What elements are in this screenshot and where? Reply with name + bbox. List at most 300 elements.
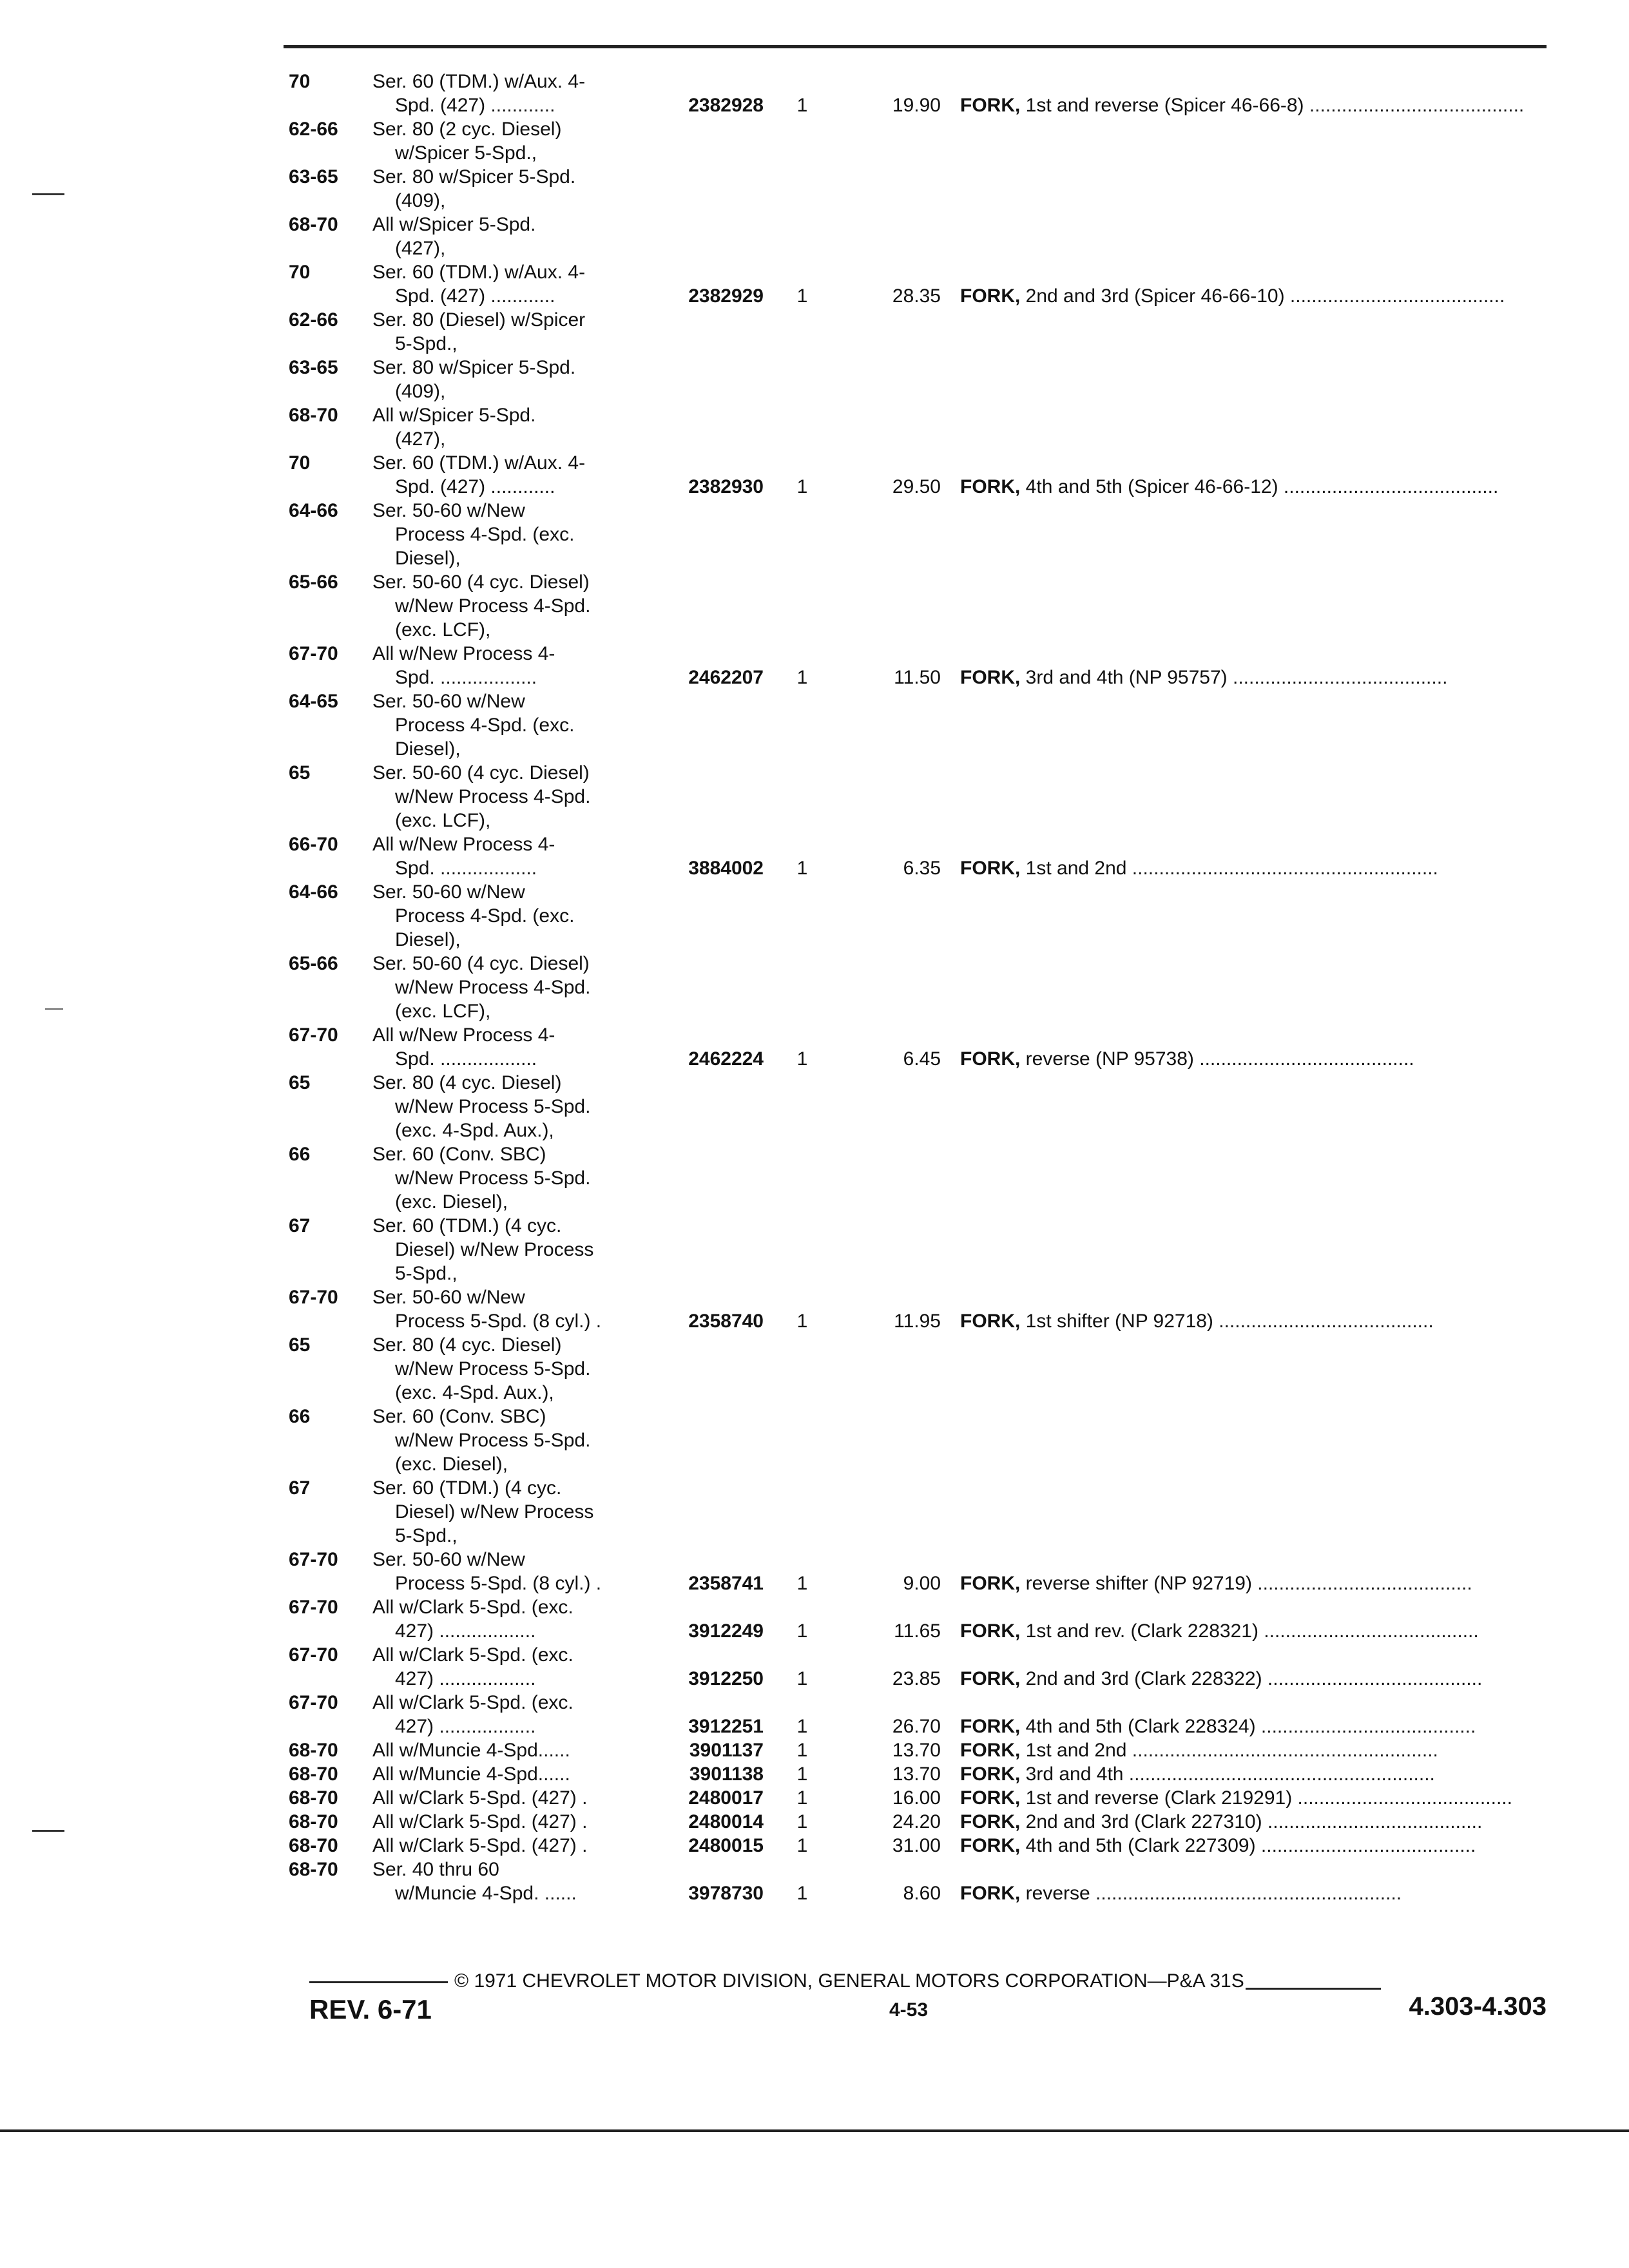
list-price: 28.35 — [892, 285, 941, 307]
part-name — [960, 1881, 1547, 1905]
copyright-text: © 1971 CHEVROLET MOTOR DIVISION, GENERAL MOTORS CORPORATION—P&A 31S — [454, 1970, 1244, 1992]
application-text: Ser. 60 (TDM.) (4 cyc. — [372, 1215, 562, 1236]
application-text: Spd. (427) ............ — [395, 285, 555, 307]
part-name — [960, 1667, 1547, 1691]
application-text: Diesel), — [395, 548, 461, 569]
application-text: (exc. Diesel), — [395, 1191, 508, 1213]
list-price: 26.70 — [892, 1716, 941, 1737]
part-name-bold: FORK, — [960, 285, 1021, 307]
quantity: 1 — [796, 1573, 808, 1594]
application-text: 427) .................. — [395, 1716, 536, 1737]
parts-row — [284, 1548, 1547, 1571]
parts-row — [284, 236, 1547, 260]
part-name — [960, 1715, 1547, 1738]
parts-row — [284, 832, 1547, 856]
parts-row — [284, 1119, 1547, 1142]
parts-row — [284, 642, 1547, 666]
parts-row — [284, 1810, 1547, 1834]
list-price: 13.70 — [892, 1763, 941, 1785]
parts-row — [284, 1881, 1547, 1905]
part-name — [960, 1047, 1547, 1071]
parts-row — [284, 761, 1547, 785]
model-years: 68-70 — [289, 405, 338, 426]
top-rule — [284, 45, 1547, 48]
parts-row — [284, 594, 1547, 618]
application-text: Spd. .................. — [395, 667, 537, 688]
copyright-line — [309, 1970, 1547, 1992]
application-text: Spd. (427) ............ — [395, 95, 555, 116]
list-price: 11.65 — [894, 1620, 941, 1642]
part-name-detail: 1st shifter (NP 92718) ........................................ — [1025, 1311, 1434, 1332]
part-name-detail: 4th and 5th (Spicer 46-66-12) ........................................ — [1025, 476, 1499, 497]
application-text: Diesel) w/New Process — [395, 1239, 594, 1260]
part-name-bold: FORK, — [960, 858, 1021, 879]
parts-row — [284, 1238, 1547, 1262]
parts-row — [284, 999, 1547, 1023]
application-text: Process 5-Spd. (8 cyl.) . — [395, 1573, 602, 1594]
part-name-detail: 4th and 5th (Clark 227309) ........................................ — [1025, 1835, 1476, 1856]
model-years: 65-66 — [289, 572, 338, 593]
application-text: Ser. 60 (TDM.) (4 cyc. — [372, 1477, 562, 1499]
model-years: 66 — [289, 1406, 311, 1427]
application-text: All w/Clark 5-Spd. (427) . — [372, 1787, 588, 1809]
part-number: 2462224 — [688, 1048, 764, 1070]
parts-row — [284, 1381, 1547, 1405]
application-text: (exc. LCF), — [395, 1001, 491, 1022]
application-text: Diesel) w/New Process — [395, 1501, 594, 1523]
part-name-bold: FORK, — [960, 1668, 1021, 1689]
part-name-detail: reverse shifter (NP 92719) ........................................ — [1025, 1573, 1472, 1594]
application-text: 5-Spd., — [395, 333, 458, 354]
parts-row — [284, 284, 1547, 308]
parts-row — [284, 928, 1547, 952]
list-price: 29.50 — [892, 476, 941, 497]
list-price: 24.20 — [892, 1811, 941, 1832]
parts-row — [284, 1476, 1547, 1500]
parts-row — [284, 689, 1547, 713]
parts-row — [284, 1834, 1547, 1858]
application-text: Diesel), — [395, 929, 461, 950]
parts-row — [284, 1452, 1547, 1476]
application-text: 427) .................. — [395, 1620, 536, 1642]
quantity: 1 — [796, 1311, 808, 1332]
application-text: Process 5-Spd. (8 cyl.) . — [395, 1311, 602, 1332]
application-text: (exc. LCF), — [395, 619, 491, 640]
part-name-bold: FORK, — [960, 1620, 1021, 1642]
application-text: Ser. 50-60 (4 cyc. Diesel) — [372, 762, 590, 783]
part-name-bold: FORK, — [960, 1740, 1021, 1761]
application-text: w/Muncie 4-Spd. ...... — [395, 1883, 577, 1904]
part-name-bold: FORK, — [960, 1883, 1021, 1904]
application-text: All w/Muncie 4-Spd...... — [372, 1740, 570, 1761]
application-text: All w/Clark 5-Spd. (427) . — [372, 1811, 588, 1832]
part-name — [960, 475, 1547, 499]
application-text: (exc. 4-Spd. Aux.), — [395, 1382, 554, 1403]
quantity: 1 — [796, 285, 808, 307]
application-text: Diesel), — [395, 738, 461, 760]
part-name-detail: 1st and reverse (Spicer 46-66-8) ........................................ — [1025, 95, 1525, 116]
application-text: Ser. 60 (TDM.) w/Aux. 4- — [372, 262, 586, 283]
part-number: 2382930 — [688, 476, 764, 497]
page-number: 4-53 — [889, 1999, 929, 2021]
parts-row — [284, 451, 1547, 475]
model-years: 68-70 — [289, 1787, 338, 1809]
parts-row — [284, 213, 1547, 236]
parts-row — [284, 737, 1547, 761]
part-number: 3884002 — [688, 858, 764, 879]
parts-row — [284, 1214, 1547, 1238]
parts-row — [284, 308, 1547, 332]
part-name-detail: reverse (NP 95738) ........................................ — [1025, 1048, 1414, 1070]
application-text: 5-Spd., — [395, 1525, 458, 1546]
application-text: w/New Process 4-Spd. — [395, 786, 591, 807]
parts-row — [284, 1262, 1547, 1285]
application-text: All w/Spicer 5-Spd. — [372, 405, 536, 426]
model-years: 62-66 — [289, 119, 338, 140]
part-name — [960, 93, 1547, 117]
parts-row — [284, 1166, 1547, 1190]
model-years: 64-65 — [289, 691, 338, 712]
part-number: 2358740 — [688, 1311, 764, 1332]
bottom-rule — [0, 2129, 1629, 2132]
list-price: 19.90 — [892, 95, 941, 116]
quantity: 1 — [796, 1048, 808, 1070]
application-text: w/Spicer 5-Spd., — [395, 142, 537, 164]
parts-row — [284, 1858, 1547, 1881]
application-text: Ser. 80 w/Spicer 5-Spd. — [372, 166, 576, 187]
parts-row — [284, 189, 1547, 213]
application-text: w/New Process 5-Spd. — [395, 1358, 591, 1379]
application-text: Ser. 40 thru 60 — [372, 1859, 499, 1880]
application-text: All w/Spicer 5-Spd. — [372, 214, 536, 235]
model-years: 63-65 — [289, 166, 338, 187]
parts-row — [284, 1047, 1547, 1071]
part-number: 3912249 — [688, 1620, 764, 1642]
quantity: 1 — [796, 1787, 808, 1809]
application-text: Ser. 50-60 w/New — [372, 881, 525, 903]
quantity: 1 — [796, 1668, 808, 1689]
list-price: 11.95 — [894, 1311, 941, 1332]
parts-row — [284, 785, 1547, 809]
margin-mark — [32, 193, 64, 195]
model-years: 67-70 — [289, 1287, 338, 1308]
footer-rule-left — [309, 1981, 448, 1983]
model-years: 68-70 — [289, 1740, 338, 1761]
revision-label: REV. 6-71 — [309, 1994, 432, 2024]
application-text: Ser. 60 (Conv. SBC) — [372, 1144, 546, 1165]
part-name-detail: 2nd and 3rd (Clark 228322) ........................................ — [1025, 1668, 1483, 1689]
list-price: 23.85 — [892, 1668, 941, 1689]
model-years: 66-70 — [289, 834, 338, 855]
application-text: Process 4-Spd. (exc. — [395, 905, 575, 927]
parts-row — [284, 880, 1547, 904]
parts-row — [284, 1762, 1547, 1786]
part-name-bold: FORK, — [960, 1835, 1021, 1856]
margin-mark — [32, 1830, 64, 1832]
application-text: (409), — [395, 190, 446, 211]
application-text: w/New Process 4-Spd. — [395, 595, 591, 617]
model-years: 67-70 — [289, 643, 338, 664]
part-number: 2480014 — [688, 1811, 764, 1832]
parts-row — [284, 141, 1547, 165]
model-years: 67-70 — [289, 1692, 338, 1713]
model-years: 64-66 — [289, 500, 338, 521]
application-text: (exc. LCF), — [395, 810, 491, 831]
model-years: 68-70 — [289, 1835, 338, 1856]
part-name-bold: FORK, — [960, 1048, 1021, 1070]
application-text: w/New Process 5-Spd. — [395, 1430, 591, 1451]
model-years: 68-70 — [289, 214, 338, 235]
model-years: 67-70 — [289, 1549, 338, 1570]
application-text: Ser. 50-60 w/New — [372, 691, 525, 712]
application-text: All w/New Process 4- — [372, 643, 555, 664]
application-text: Ser. 50-60 (4 cyc. Diesel) — [372, 572, 590, 593]
application-text: All w/Clark 5-Spd. (exc. — [372, 1692, 574, 1713]
part-name — [960, 1834, 1547, 1858]
part-name — [960, 1810, 1547, 1834]
parts-row — [284, 666, 1547, 689]
model-years: 65 — [289, 762, 311, 783]
application-text: w/New Process 5-Spd. — [395, 1168, 591, 1189]
footer-rule-right — [1246, 1988, 1381, 1990]
parts-row — [284, 1595, 1547, 1619]
application-text: 427) .................. — [395, 1668, 536, 1689]
part-name-bold: FORK, — [960, 1311, 1021, 1332]
part-number: 3901138 — [689, 1763, 764, 1785]
quantity: 1 — [796, 1883, 808, 1904]
parts-row — [284, 856, 1547, 880]
parts-row — [284, 1738, 1547, 1762]
part-number: 2382929 — [688, 285, 764, 307]
model-years: 65 — [289, 1072, 311, 1093]
quantity: 1 — [796, 1811, 808, 1832]
application-text: Ser. 50-60 w/New — [372, 1549, 525, 1570]
parts-row — [284, 618, 1547, 642]
parts-row — [284, 809, 1547, 832]
part-name-detail: 4th and 5th (Clark 228324) ........................................ — [1025, 1716, 1476, 1737]
parts-row — [284, 1571, 1547, 1595]
part-name-detail: 3rd and 4th (NP 95757) ........................................ — [1025, 667, 1448, 688]
parts-row — [284, 117, 1547, 141]
parts-row — [284, 1357, 1547, 1381]
application-text: All w/Clark 5-Spd. (exc. — [372, 1597, 574, 1618]
parts-row — [284, 1333, 1547, 1357]
parts-row — [284, 1071, 1547, 1095]
part-name — [960, 1619, 1547, 1643]
parts-row — [284, 260, 1547, 284]
parts-row — [284, 1715, 1547, 1738]
parts-row — [284, 1786, 1547, 1810]
part-name — [960, 1786, 1547, 1810]
part-number: 2480017 — [688, 1787, 764, 1809]
parts-row — [284, 1190, 1547, 1214]
application-text: Ser. 60 (TDM.) w/Aux. 4- — [372, 452, 586, 474]
quantity: 1 — [796, 667, 808, 688]
parts-row — [284, 1667, 1547, 1691]
list-price: 13.70 — [892, 1740, 941, 1761]
list-price: 16.00 — [892, 1787, 941, 1809]
application-text: Ser. 60 (TDM.) w/Aux. 4- — [372, 71, 586, 92]
parts-row — [284, 165, 1547, 189]
part-name-bold: FORK, — [960, 476, 1021, 497]
model-years: 67 — [289, 1477, 311, 1499]
parts-row — [284, 1428, 1547, 1452]
application-text: w/New Process 5-Spd. — [395, 1096, 591, 1117]
model-years: 63-65 — [289, 357, 338, 378]
part-name — [960, 856, 1547, 880]
parts-row — [284, 70, 1547, 93]
part-number: 3901137 — [689, 1740, 764, 1761]
model-years: 66 — [289, 1144, 311, 1165]
quantity: 1 — [796, 95, 808, 116]
part-name — [960, 666, 1547, 689]
margin-mark — [45, 1008, 63, 1010]
parts-row — [284, 570, 1547, 594]
parts-row — [284, 380, 1547, 403]
parts-row — [284, 1023, 1547, 1047]
parts-row — [284, 356, 1547, 380]
part-name-detail: 1st and 2nd ......................................................... — [1025, 858, 1438, 879]
application-text: Ser. 50-60 w/New — [372, 1287, 525, 1308]
part-number: 2480015 — [688, 1835, 764, 1856]
model-years: 68-70 — [289, 1811, 338, 1832]
part-name — [960, 1571, 1547, 1595]
quantity: 1 — [796, 1620, 808, 1642]
model-years: 67-70 — [289, 1644, 338, 1666]
parts-row — [284, 1500, 1547, 1524]
model-years: 70 — [289, 71, 311, 92]
application-text: Process 4-Spd. (exc. — [395, 715, 575, 736]
application-text: All w/Clark 5-Spd. (exc. — [372, 1644, 574, 1666]
parts-row — [284, 1309, 1547, 1333]
parts-row — [284, 1285, 1547, 1309]
quantity: 1 — [796, 858, 808, 879]
part-number: 2462207 — [688, 667, 764, 688]
part-number: 3912251 — [688, 1716, 764, 1737]
model-years: 67-70 — [289, 1597, 338, 1618]
application-text: Ser. 50-60 w/New — [372, 500, 525, 521]
part-number: 3978730 — [688, 1883, 764, 1904]
part-name-detail: 1st and reverse (Clark 219291) ........................................ — [1025, 1787, 1512, 1809]
model-years: 62-66 — [289, 309, 338, 331]
list-price: 8.60 — [903, 1883, 941, 1904]
model-years: 65-66 — [289, 953, 338, 974]
list-price: 11.50 — [894, 667, 941, 688]
part-name-bold: FORK, — [960, 1573, 1021, 1594]
part-name-detail: reverse ......................................................... — [1025, 1883, 1402, 1904]
section-reference: 4.303-4.303 — [1409, 1992, 1547, 2021]
part-number: 2382928 — [688, 95, 764, 116]
list-price: 31.00 — [892, 1835, 941, 1856]
parts-row — [284, 975, 1547, 999]
parts-row — [284, 1405, 1547, 1428]
part-name-bold: FORK, — [960, 1811, 1021, 1832]
part-name-bold: FORK, — [960, 1716, 1021, 1737]
application-text: All w/Muncie 4-Spd...... — [372, 1763, 570, 1785]
part-name-bold: FORK, — [960, 1787, 1021, 1809]
application-text: (427), — [395, 428, 446, 450]
parts-row — [284, 1619, 1547, 1643]
application-text: Ser. 50-60 (4 cyc. Diesel) — [372, 953, 590, 974]
parts-row — [284, 904, 1547, 928]
parts-row — [284, 403, 1547, 427]
part-name-detail: 1st and 2nd ......................................................... — [1025, 1740, 1438, 1761]
part-name-bold: FORK, — [960, 95, 1021, 116]
model-years: 67-70 — [289, 1024, 338, 1046]
part-name — [960, 1738, 1547, 1762]
application-text: 5-Spd., — [395, 1263, 458, 1284]
part-name-bold: FORK, — [960, 1763, 1021, 1785]
model-years: 67 — [289, 1215, 311, 1236]
model-years: 64-66 — [289, 881, 338, 903]
application-text: Ser. 80 (4 cyc. Diesel) — [372, 1334, 562, 1356]
parts-row — [284, 952, 1547, 975]
part-name — [960, 284, 1547, 308]
quantity: 1 — [796, 1763, 808, 1785]
application-text: (409), — [395, 381, 446, 402]
parts-row — [284, 1524, 1547, 1548]
part-name-bold: FORK, — [960, 667, 1021, 688]
parts-row — [284, 475, 1547, 499]
parts-row — [284, 1691, 1547, 1715]
parts-row — [284, 1643, 1547, 1667]
application-text: Ser. 60 (Conv. SBC) — [372, 1406, 546, 1427]
parts-row — [284, 93, 1547, 117]
model-years: 70 — [289, 452, 311, 474]
parts-row — [284, 1095, 1547, 1119]
application-text: Spd. .................. — [395, 858, 537, 879]
part-number: 2358741 — [688, 1573, 764, 1594]
parts-list — [284, 70, 1547, 1905]
model-years: 70 — [289, 262, 311, 283]
application-text: Ser. 80 (4 cyc. Diesel) — [372, 1072, 562, 1093]
part-name — [960, 1762, 1547, 1786]
model-years: 68-70 — [289, 1763, 338, 1785]
list-price: 6.35 — [903, 858, 941, 879]
application-text: w/New Process 4-Spd. — [395, 977, 591, 998]
parts-row — [284, 499, 1547, 523]
quantity: 1 — [796, 1835, 808, 1856]
part-name-detail: 2nd and 3rd (Clark 227310) ........................................ — [1025, 1811, 1483, 1832]
list-price: 9.00 — [903, 1573, 941, 1594]
application-text: Ser. 80 (2 cyc. Diesel) — [372, 119, 562, 140]
application-text: (427), — [395, 238, 446, 259]
part-name-detail: 1st and rev. (Clark 228321) ........................................ — [1025, 1620, 1479, 1642]
application-text: All w/Clark 5-Spd. (427) . — [372, 1835, 588, 1856]
application-text: Ser. 80 w/Spicer 5-Spd. — [372, 357, 576, 378]
model-years: 65 — [289, 1334, 311, 1356]
application-text: Process 4-Spd. (exc. — [395, 524, 575, 545]
part-name — [960, 1309, 1547, 1333]
application-text: (exc. Diesel), — [395, 1454, 508, 1475]
model-years: 68-70 — [289, 1859, 338, 1880]
parts-row — [284, 332, 1547, 356]
application-text: All w/New Process 4- — [372, 1024, 555, 1046]
parts-row — [284, 713, 1547, 737]
application-text: Spd. (427) ............ — [395, 476, 555, 497]
parts-row — [284, 427, 1547, 451]
list-price: 6.45 — [903, 1048, 941, 1070]
quantity: 1 — [796, 1716, 808, 1737]
application-text: All w/New Process 4- — [372, 834, 555, 855]
part-number: 3912250 — [688, 1668, 764, 1689]
application-text: Ser. 80 (Diesel) w/Spicer — [372, 309, 586, 331]
quantity: 1 — [796, 476, 808, 497]
application-text: (exc. 4-Spd. Aux.), — [395, 1120, 554, 1141]
parts-row — [284, 546, 1547, 570]
quantity: 1 — [796, 1740, 808, 1761]
parts-row — [284, 1142, 1547, 1166]
